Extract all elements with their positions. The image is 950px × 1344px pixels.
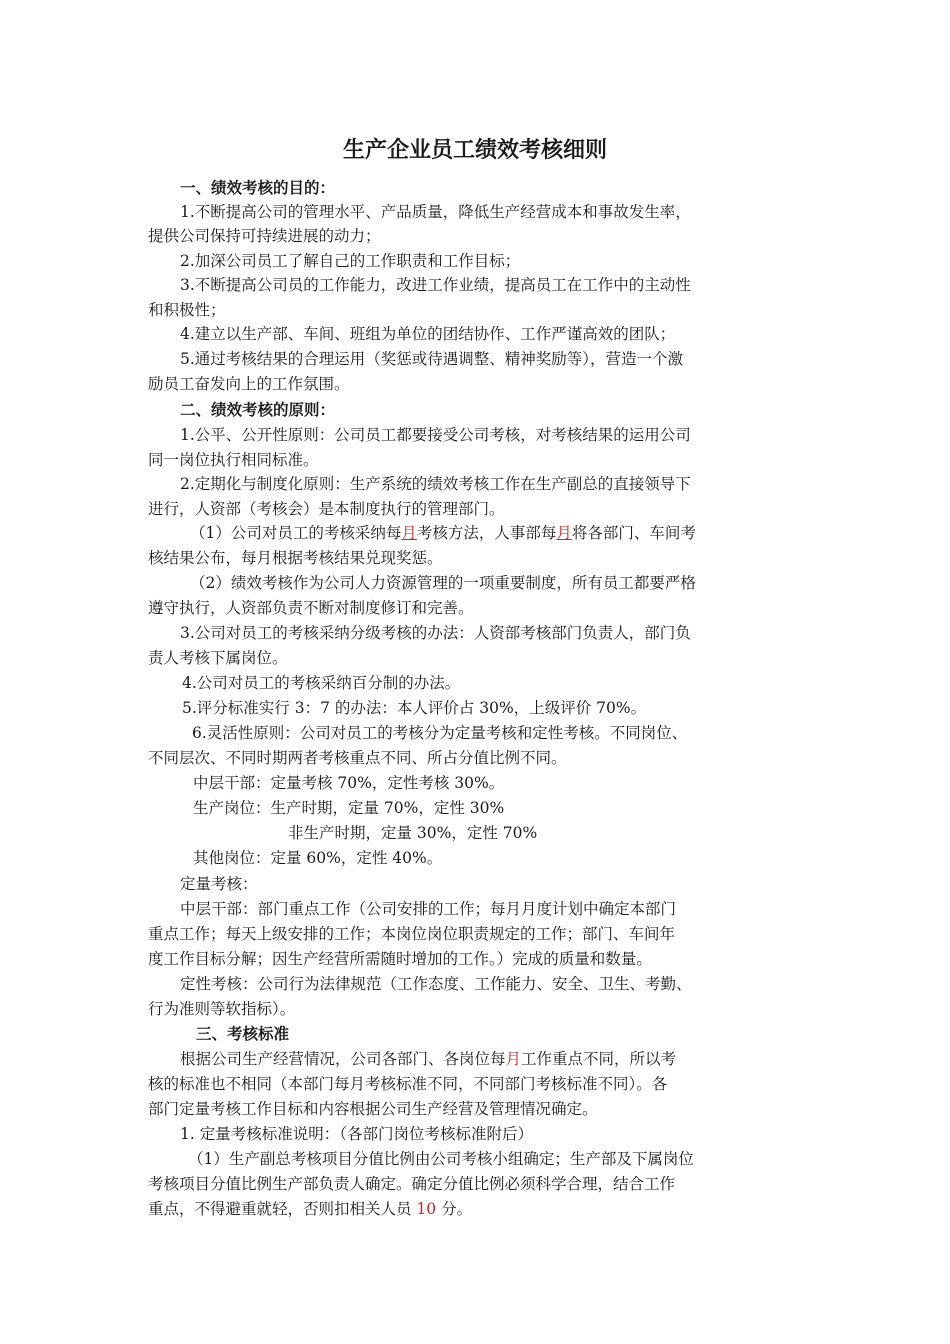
paragraph-line: 5.通过考核结果的合理运用（奖惩或待遇调整、精神奖励等），营造一个激 [180,350,684,368]
paragraph-line: 3.公司对员工的考核采纳分级考核的办法：人资部考核部门负责人，部门负 [180,624,691,642]
text-run: 考核方法，人事部每 [416,524,557,542]
highlight-month: 月 [505,1050,522,1068]
paragraph-line: （1）生产副总考核项目分值比例由公司考核小组确定；生产部及下属岗位 [188,1150,694,1168]
paragraph-line: 1.公平、公开性原则：公司员工都要接受公司考核，对考核结果的运用公司 [180,426,691,444]
paragraph-line: 2.加深公司员工了解自己的工作职责和工作目标； [180,252,521,270]
paragraph-line: 非生产时期，定量 30%，定性 70% [288,824,538,842]
paragraph-line: 考核项目分值比例生产部负责人确定。确定分值比例必须科学合理，结合工作 [148,1175,676,1193]
section-heading-purpose: 一、绩效考核的目的： [180,179,336,197]
paragraph-line: 核结果公布，每月根据考核结果兑现奖惩。 [148,549,443,567]
paragraph-line: 1. 定量考核标准说明：（各部门岗位考核标准附后） [180,1125,533,1143]
paragraph-line: （2）绩效考核作为公司人力资源管理的一项重要制度，所有员工都要严格 [190,574,696,592]
paragraph-line: 其他岗位：定量 60%，定性 40%。 [193,849,443,867]
paragraph-line: 和积极性； [148,301,226,319]
text-run: 工作重点不同，所以考 [521,1050,677,1068]
paragraph-line: 行为准则等软指标）。 [148,1000,296,1018]
paragraph-line: 5.评分标准实行 3：7 的办法：本人评价占 30%，上级评价 70%。 [182,699,647,717]
highlight-month: 月 [556,524,572,542]
paragraph-line: 3.不断提高公司员的工作能力，改进工作业绩，提高员工在工作中的主动性 [180,276,691,294]
paragraph-line: 中层干部：定量考核 70%，定性考核 30%。 [193,774,505,792]
paragraph-line: 励员工奋发向上的工作氛围。 [148,375,350,393]
paragraph-line: 中层干部：部门重点工作（公司安排的工作；每月月度计划中确定本部门 [180,900,677,918]
paragraph-line: 核的标准也不相同（本部门每月考核标准不同，不同部门考核标准不同）。各 [148,1075,668,1093]
paragraph-line: 度工作目标分解；因生产经营所需随时增加的工作。）完成的质量和数量。 [148,950,652,968]
paragraph-line: 进行，人资部（考核会）是本制度执行的管理部门。 [148,500,505,518]
highlight-points: 10 [416,1200,437,1218]
paragraph-line: 不同层次、不同时期两者考核重点不同、所占分值比例不同。 [148,749,567,767]
document-title: 生产企业员工绩效考核细则 [342,138,607,163]
text-run: （1）公司对员工的考核采纳每 [190,524,402,542]
paragraph-line: 1.不断提高公司的管理水平、产品质量，降低生产经营成本和事故发生率， [180,203,691,221]
paragraph-line: 同一岗位执行相同标准。 [148,451,319,469]
text-run: 重点，不得避重就轻，否则扣相关人员 [148,1200,417,1218]
paragraph-line: 2.定期化与制度化原则：生产系统的绩效考核工作在生产副总的直接领导下 [180,475,691,493]
paragraph-line [180,1047,840,1071]
paragraph-line: 生产岗位：生产时期，定量 70%，定性 30% [193,799,505,817]
section-heading-principles: 二、绩效考核的原则： [180,401,336,419]
text-run: 分。 [436,1200,473,1218]
text-run: 根据公司生产经营情况，公司各部门、各岗位每 [180,1050,506,1068]
paragraph-line [148,1197,808,1221]
paragraph-line: 部门定量考核工作目标和内容根据公司生产经营及管理情况确定。 [148,1100,598,1118]
paragraph-line: 4.建立以生产部、车间、班组为单位的团结协作、工作严谨高效的团队； [180,325,676,343]
paragraph-line: 定性考核：公司行为法律规范（工作态度、工作能力、安全、卫生、考勤、 [180,975,692,993]
paragraph-line: 4.公司对员工的考核采纳百分制的办法。 [182,674,461,692]
text-run: 将各部门、车间考 [571,524,696,542]
paragraph-line: 责人考核下属岗位。 [148,649,288,667]
section-heading-standards: 三、考核标准 [196,1025,290,1043]
paragraph-line: 提供公司保持可持续进展的动力； [148,227,381,245]
paragraph-line: 重点工作；每天上级安排的工作；本岗位岗位职责规定的工作；部门、车间年 [148,925,676,943]
paragraph-line: 遵守执行，人资部负责不断对制度修订和完善。 [148,599,474,617]
paragraph-line [190,521,850,545]
paragraph-line: 定量考核： [180,875,258,893]
highlight-month: 月 [401,524,417,542]
paragraph-line: 6.灵活性原则：公司对员工的考核分为定量考核和定性考核。不同岗位、 [192,724,688,742]
